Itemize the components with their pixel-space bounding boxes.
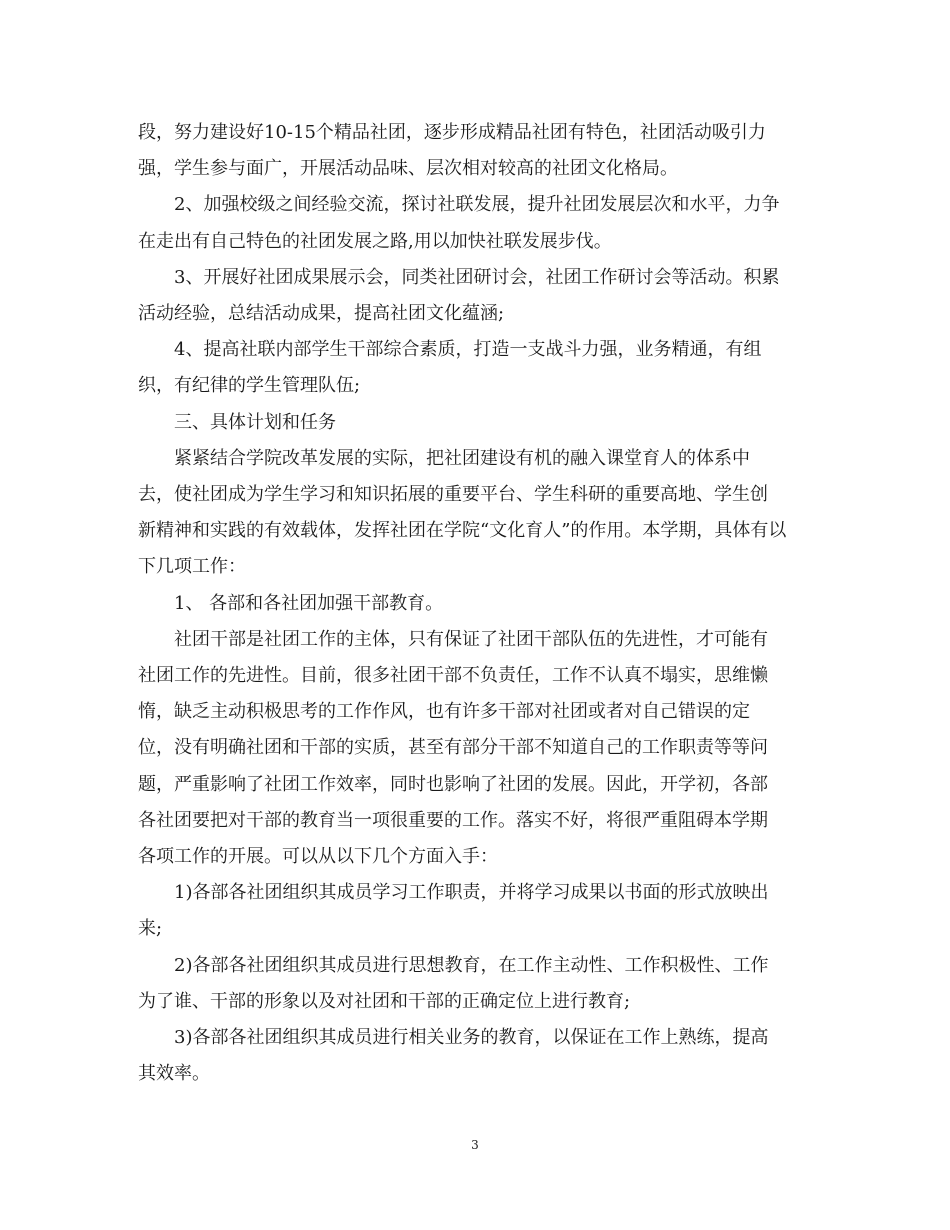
paragraph-item-2: 2、加强校级之间经验交流，探讨社联发展，提升社团发展层次和水平，力争 在走出有自己特色的社团发展之路,用以加快社联发展步伐。 — [138, 194, 780, 252]
paragraph-continuation: 段，努力建设好10-15个精品社团，逐步形成精品社团有特色，社团活动吸引力 强，学生参与面广，开展活动品味、层次相对较高的社团文化格局。 — [138, 122, 766, 180]
paragraph-item-3: 3、开展好社团成果展示会，同类社团研讨会，社团工作研讨会等活动。积累 活动经验，总结活动成果，提高社团文化蕴涵; — [138, 266, 780, 325]
list-item-3: 3)各部各社团组织其成员进行相关业务的教育，以保证在工作上熟练，提高 其效率。 — [138, 1027, 769, 1085]
page-number: 3 — [471, 1138, 479, 1152]
section-heading: 三、具体计划和任务 — [174, 411, 336, 433]
document-body — [138, 115, 818, 1092]
list-item-2: 2)各部各社团组织其成员进行思想教育，在工作主动性、工作积极性、工作 为了谁、干部的形象以及对社团和干部的正确定位上进行教育; — [138, 954, 769, 1012]
paragraph-item-4: 4、提高社联内部学生干部综合素质，打造一支战斗力强，业务精通，有组 织，有纪律的学生管理队伍; — [138, 339, 762, 397]
paragraph-cadre-body: 社团干部是社团工作的主体，只有保证了社团干部队伍的先进性，才可能有 社团工作的先进性。目前，很多社团干部不负责任，工作不认真不塌实，思维懒 惰，缺乏主动积极思考的工作作风，也有许多干部对社团或者对自己错误的定 位，没有明确社团和干部的实质，甚至有部分干部不知道自己的工作职责等等问 题，严重影响了社团工作效率，同时也影响了社团的发展。因此，开学初，各部 各社团要把对干部的教育当一项很重要的工作。落实不好，将很严重阻碍本学期 各项工作的开展。可以从以下几个方面入手： — [138, 628, 768, 868]
paragraph-intro: 紧紧结合学院改革发展的实际，把社团建设有机的融入课堂育人的体系中 去，使社团成为学生学习和知识拓展的重要平台、学生科研的重要高地、学生创 新精神和实践的有效载体，发挥社团在学院“文化育人”的作用。本学期，具体有以 下几项工作： — [138, 447, 787, 578]
list-item-1: 1)各部各社团组织其成员学习工作职责，并将学习成果以书面的形式放映出 来; — [138, 882, 769, 940]
subheading-cadre-education: 1、 各部和各社团加强干部教育。 — [174, 592, 444, 614]
